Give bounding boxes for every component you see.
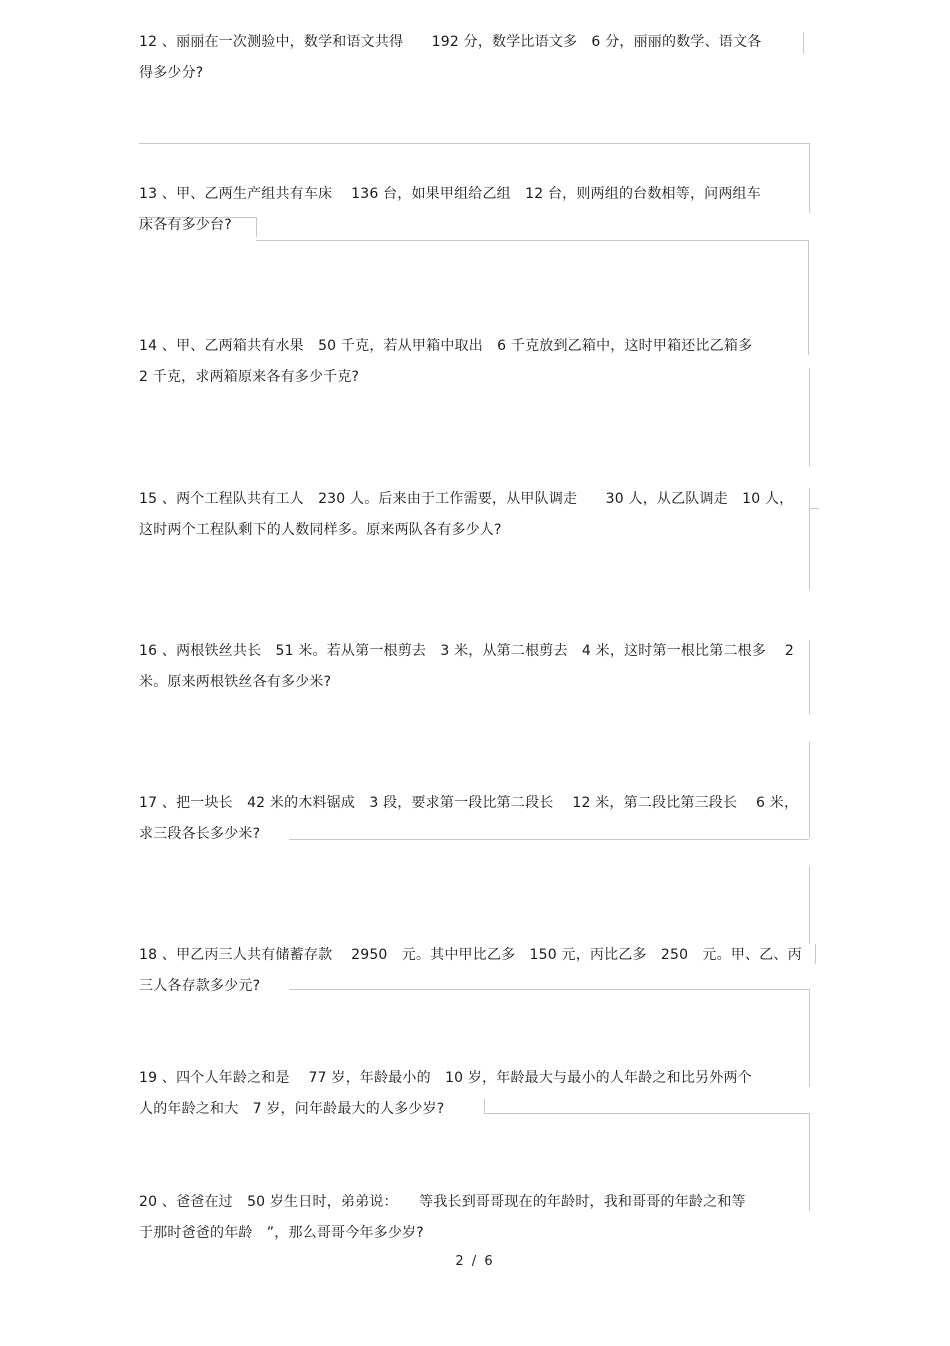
problem-20 — [139, 1187, 819, 1249]
frame-line — [809, 866, 810, 944]
frame-line — [139, 143, 809, 144]
problem-text-line: 得多少分? — [139, 65, 204, 81]
problem-15 — [139, 484, 819, 546]
problem-text-line: 18 、甲乙丙三人共有储蓄存款 2950 元。其中甲比乙多 150 元，丙比乙多 250 元。甲、乙、丙 — [139, 947, 802, 963]
problem-text-line: 19 、四个人年龄之和是 77 岁，年龄最小的 10 岁，年龄最大与最小的人年龄之和比另外两个 — [139, 1070, 752, 1086]
problem-17 — [139, 788, 819, 850]
page-indicator: 2 / 6 — [455, 1254, 495, 1269]
problem-16 — [139, 636, 819, 698]
problem-text-line: 13 、甲、乙两生产组共有车床 136 台，如果甲组给乙组 12 台，则两组的台数相等，问两组车 — [139, 186, 761, 202]
problem-text-line: 求三段各长多少米? — [139, 826, 261, 842]
problem-text-line: 三人各存款多少元? — [139, 978, 261, 994]
problem-text-line: 14 、甲、乙两箱共有水果 50 千克，若从甲箱中取出 6 千克放到乙箱中，这时甲箱还比乙箱多 — [139, 338, 753, 354]
problem-text-line: 米。原来两根铁丝各有多少米? — [139, 674, 332, 690]
problem-text-line: 20 、爸爸在过 50 岁生日时，弟弟说： 等我长到哥哥现在的年龄时，我和哥哥的年龄之和等 — [139, 1194, 746, 1210]
problem-text-line: 15 、两个工程队共有工人 230 人。后来由于工作需要，从甲队调走 30 人，从乙队调走 10 人， — [139, 491, 794, 507]
problem-12 — [139, 27, 819, 89]
problem-14 — [139, 331, 819, 393]
problem-text-line: 于那时爸爸的年龄 ”，那么哥哥今年多少岁? — [139, 1225, 424, 1241]
problem-text-line: 12 、丽丽在一次测验中，数学和语文共得 192 分，数学比语文多 6 分，丽丽的数学、语文各 — [139, 34, 762, 50]
problem-19 — [139, 1063, 819, 1125]
problem-13 — [139, 179, 819, 241]
problem-text-line: 2 千克，求两箱原来各有多少千克? — [139, 369, 360, 385]
problem-text-line: 17 、把一块长 42 米的木料锯成 3 段，要求第一段比第二段长 12 米，第二段比第三段长 6 米， — [139, 795, 799, 811]
problem-text-line: 人的年龄之和大 7 岁，问年龄最大的人多少岁? — [139, 1101, 445, 1117]
problem-text-line: 床各有多少台? — [139, 217, 232, 233]
problem-text-line: 这时两个工程队剩下的人数同样多。原来两队各有多少人? — [139, 522, 502, 538]
problem-18 — [139, 940, 819, 1002]
problem-text-line: 16 、两根铁丝共长 51 米。若从第一根剪去 3 米，从第二根剪去 4 米，这时第一根比第二根多 2 — [139, 643, 794, 659]
